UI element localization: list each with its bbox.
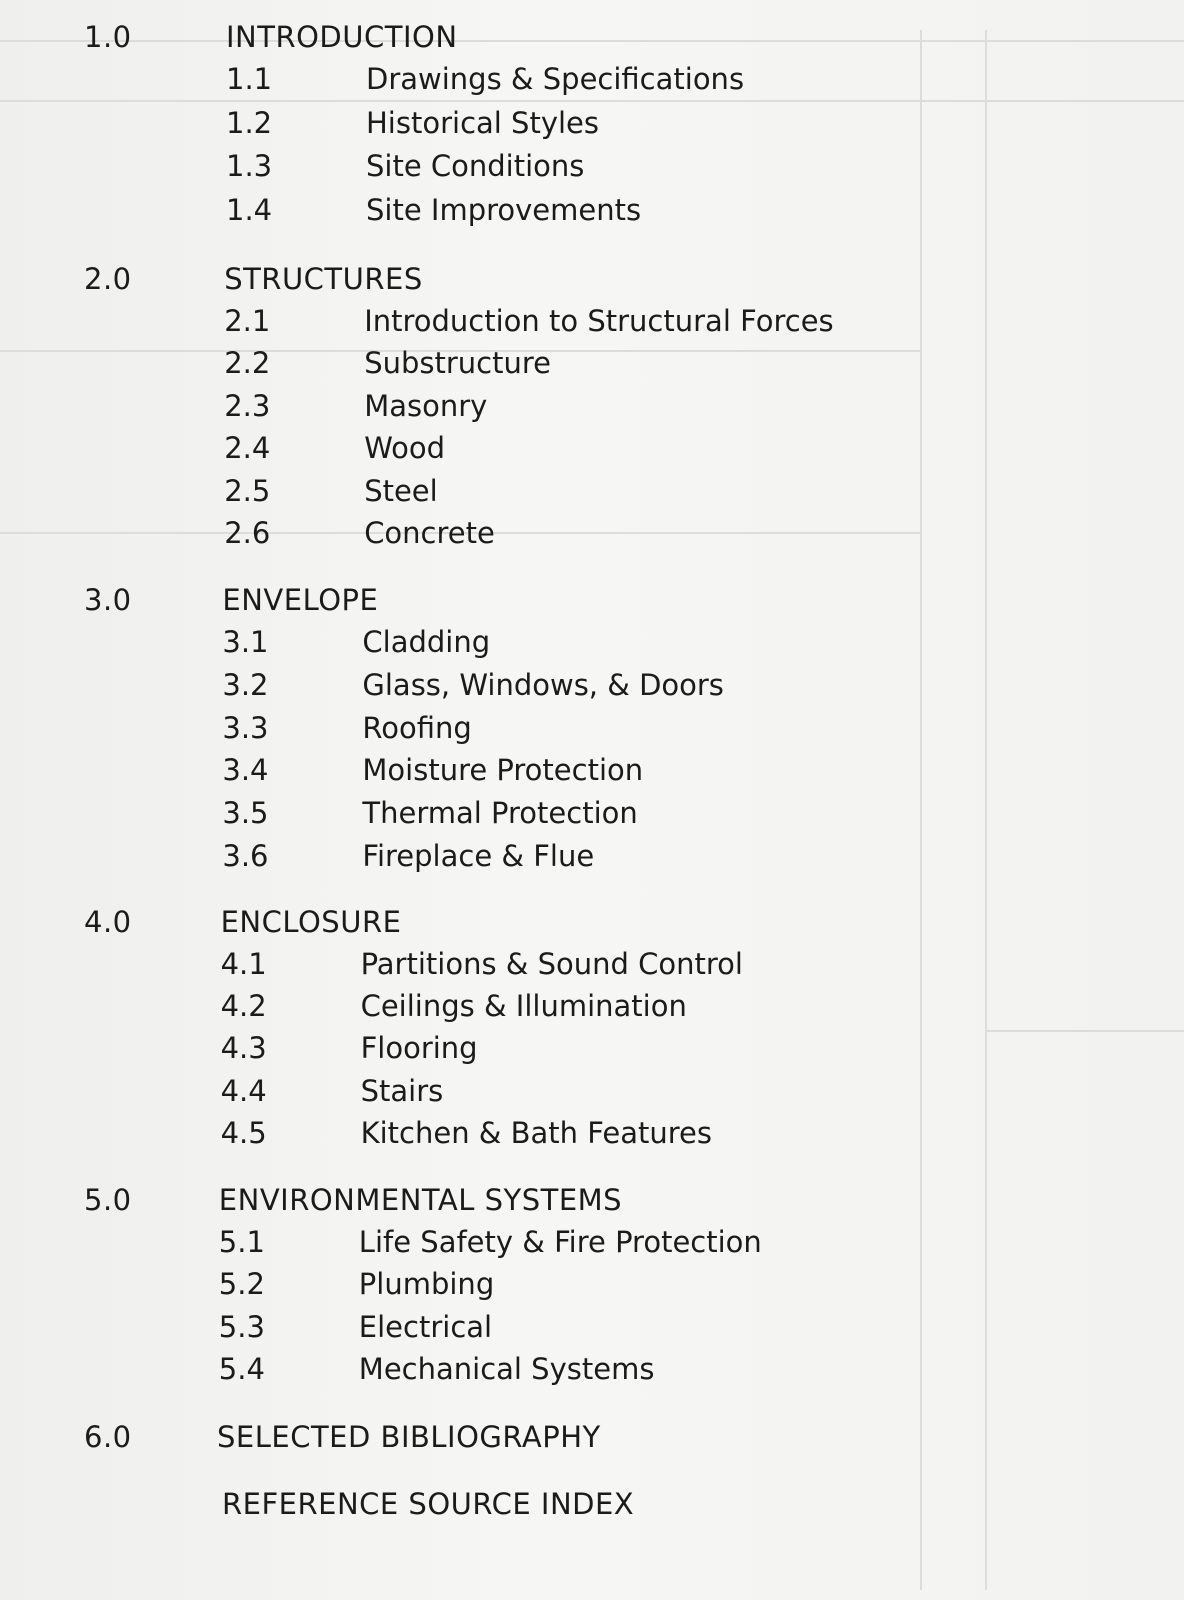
item-number: 4.1 <box>220 947 267 981</box>
item-title: Roofing <box>362 710 472 745</box>
toc-item <box>0 839 1000 879</box>
item-number: 3.6 <box>222 839 269 873</box>
item-number: 2.1 <box>224 304 271 338</box>
section-title: INTRODUCTION <box>226 20 458 54</box>
section-title: ENCLOSURE <box>220 905 402 939</box>
item-number: 3.1 <box>222 625 269 659</box>
item-number: 1.1 <box>226 62 273 96</box>
toc-item <box>0 947 1000 987</box>
item-title: Ceilings & Illumination <box>360 989 687 1024</box>
item-number: 4.2 <box>220 989 267 1024</box>
item-title: Moisture Protection <box>362 753 644 788</box>
item-title: Partitions & Sound Control <box>360 947 743 981</box>
item-title: Kitchen & Bath Features <box>360 1115 712 1150</box>
toc-item <box>0 193 1000 233</box>
toc-item <box>0 149 1000 189</box>
toc-item <box>0 1074 1000 1114</box>
toc-item <box>0 1310 1000 1350</box>
toc-item <box>0 711 1000 751</box>
item-title: Stairs <box>360 1073 444 1108</box>
section-number: 1.0 <box>84 20 132 54</box>
toc-item <box>0 346 1000 386</box>
item-title: Glass, Windows, & Doors <box>362 667 724 702</box>
item-number: 2.4 <box>224 431 271 466</box>
toc-item <box>0 1225 1000 1265</box>
item-number: 4.4 <box>220 1073 267 1108</box>
item-title: Drawings & Specifications <box>366 62 745 96</box>
item-number: 3.5 <box>222 796 269 831</box>
item-title: Concrete <box>364 516 495 550</box>
item-number: 3.3 <box>222 710 269 745</box>
item-number: 5.2 <box>218 1267 265 1302</box>
item-title: Flooring <box>360 1031 478 1066</box>
section-title: ENVELOPE <box>222 583 379 617</box>
toc-item <box>0 106 1000 146</box>
item-number: 5.1 <box>218 1225 265 1259</box>
item-title: Steel <box>364 473 438 508</box>
toc-item <box>0 62 1000 102</box>
item-title: Mechanical Systems <box>358 1351 655 1386</box>
section-title: ENVIRONMENTAL SYSTEMS <box>218 1183 623 1217</box>
section-number: 2.0 <box>84 262 132 296</box>
toc-item <box>0 989 1000 1029</box>
toc-item <box>0 625 1000 665</box>
item-number: 2.2 <box>224 346 271 381</box>
toc-item <box>0 431 1000 471</box>
reference-index-entry: REFERENCE SOURCE INDEX <box>222 1487 635 1521</box>
toc-item <box>0 1352 1000 1392</box>
item-title: Site Improvements <box>366 192 642 227</box>
item-title: Historical Styles <box>366 105 600 140</box>
item-number: 2.3 <box>224 388 271 423</box>
item-number: 3.2 <box>222 667 269 702</box>
item-number: 5.3 <box>218 1309 265 1344</box>
toc-item <box>0 753 1000 793</box>
item-number: 1.4 <box>226 192 273 227</box>
toc-item <box>0 668 1000 708</box>
toc-item <box>0 1267 1000 1307</box>
toc-item <box>0 516 1000 556</box>
toc-item <box>0 1116 1000 1156</box>
item-title: Thermal Protection <box>362 796 638 831</box>
item-number: 1.3 <box>226 149 273 183</box>
toc-item <box>0 304 1000 344</box>
section-number: 4.0 <box>84 905 132 939</box>
item-title: Introduction to Structural Forces <box>364 304 834 338</box>
item-number: 2.6 <box>224 516 271 550</box>
item-title: Site Conditions <box>366 149 585 183</box>
item-number: 4.5 <box>220 1115 267 1150</box>
item-title: Fireplace & Flue <box>362 839 595 873</box>
item-number: 2.5 <box>224 473 271 508</box>
section-number: 6.0 <box>84 1420 132 1454</box>
item-title: Cladding <box>362 625 491 659</box>
item-title: Substructure <box>364 346 551 381</box>
item-title: Plumbing <box>358 1267 495 1302</box>
item-title: Life Safety & Fire Protection <box>358 1225 762 1259</box>
item-number: 4.3 <box>220 1031 267 1066</box>
section-title: STRUCTURES <box>224 262 423 296</box>
item-number: 5.4 <box>218 1351 265 1386</box>
item-number: 1.2 <box>226 105 273 140</box>
section-number: 3.0 <box>84 583 132 617</box>
item-title: Electrical <box>358 1309 493 1344</box>
section-number: 5.0 <box>84 1183 132 1217</box>
item-title: Wood <box>364 431 446 466</box>
section-title: SELECTED BIBLIOGRAPHY <box>217 1420 601 1454</box>
toc-item <box>0 474 1000 514</box>
item-number: 3.4 <box>222 753 269 788</box>
toc-item <box>0 389 1000 429</box>
toc-item <box>0 796 1000 836</box>
item-title: Masonry <box>364 388 488 423</box>
toc-item <box>0 1031 1000 1071</box>
